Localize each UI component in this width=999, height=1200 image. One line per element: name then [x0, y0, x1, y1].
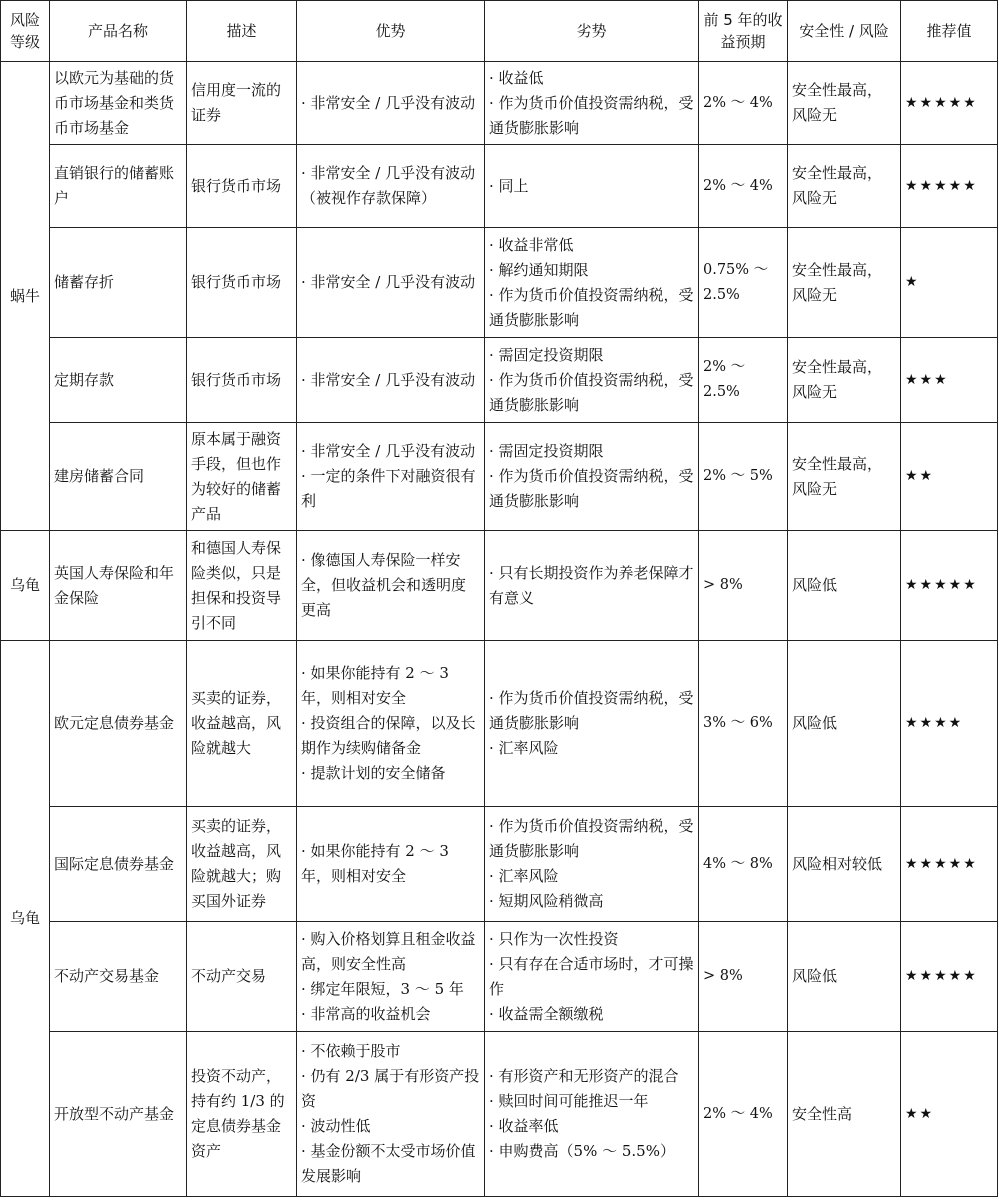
return-expectation: 3% ～ 6%	[699, 641, 788, 807]
product-description: 投资不动产，持有约 1/3 的定息债券基金资产	[187, 1032, 297, 1197]
return-expectation: 0.75% ～ 2.5%	[699, 228, 788, 338]
disadvantages-cell	[485, 62, 699, 145]
disadvantage-item: · 解约通知期限	[489, 260, 589, 279]
return-expectation: > 8%	[699, 531, 788, 641]
table-row	[1, 1032, 998, 1197]
advantages-cell	[297, 1032, 485, 1197]
recommendation-stars: ★	[901, 228, 998, 338]
risk-level-cell: 蜗牛	[1, 62, 50, 531]
product-name: 建房储蓄合同	[50, 423, 187, 531]
product-description: 原本属于融资手段，但也作为较好的储蓄产品	[187, 423, 297, 531]
header-safety-risk: 安全性 / 风险	[788, 1, 901, 62]
disadvantage-item: · 只作为一次性投资	[489, 929, 619, 948]
advantage-item: · 非常安全 / 几乎没有波动（被视作存款保障）	[301, 164, 476, 207]
advantage-item: · 绑定年限短，3 ～ 5 年	[301, 979, 464, 998]
disadvantages-cell	[485, 423, 699, 531]
disadvantage-item: · 汇率风险	[489, 739, 559, 757]
header-row	[1, 1, 998, 62]
disadvantages-cell	[485, 807, 699, 922]
disadvantage-item: · 只有长期投资作为养老保障才有意义	[489, 563, 694, 607]
risk-level-cell: 乌龟	[1, 641, 50, 1197]
disadvantages-cell	[485, 641, 699, 807]
advantage-item: · 如果你能持有 2 ～ 3 年，则相对安全	[301, 664, 449, 707]
disadvantages-cell	[485, 145, 699, 228]
recommendation-stars: ★★★★★	[901, 531, 998, 641]
return-expectation: 2% ～ 4%	[699, 1032, 788, 1197]
advantage-item: · 购入价格划算且租金收益高，则安全性高	[301, 929, 476, 973]
disadvantage-item: · 收益非常低	[489, 235, 574, 254]
disadvantages-cell	[485, 922, 699, 1032]
disadvantage-item: · 有形资产和无形资产的混合	[489, 1067, 679, 1085]
disadvantage-item: · 申购费高（5% ～ 5.5%）	[489, 1142, 675, 1160]
product-name: 储蓄存折	[50, 228, 187, 338]
table-row	[1, 145, 998, 228]
recommendation-stars: ★★★★★	[901, 807, 998, 922]
product-name: 英国人寿保险和年金保险	[50, 531, 187, 641]
advantages-cell	[297, 228, 485, 338]
disadvantages-cell	[485, 1032, 699, 1197]
product-name: 欧元定息债券基金	[50, 641, 187, 807]
advantage-item: · 非常安全 / 几乎没有波动	[301, 93, 476, 112]
product-description: 信用度一流的证券	[187, 62, 297, 145]
disadvantage-item: · 需固定投资期限	[489, 345, 604, 364]
advantages-cell	[297, 531, 485, 641]
advantages-cell	[297, 62, 485, 145]
table-row	[1, 531, 998, 641]
advantages-cell	[297, 423, 485, 531]
risk-level-cell: 乌龟	[1, 531, 50, 641]
header-description: 描述	[187, 1, 297, 62]
header-return-expectation: 前 5 年的收益预期	[699, 1, 788, 62]
disadvantage-item: · 作为货币价值投资需纳税，受通货膨胀影响	[489, 817, 694, 860]
advantage-item: · 波动性低	[301, 1117, 371, 1135]
advantage-item: · 基金份额不太受市场价值发展影响	[301, 1142, 476, 1185]
header-risk-level: 风险等级	[1, 1, 50, 62]
disadvantage-item: · 只有存在合适市场时，才可操作	[489, 954, 694, 998]
advantage-item: · 提款计划的安全储备	[301, 764, 446, 782]
disadvantages-cell	[485, 228, 699, 338]
header-advantages: 优势	[297, 1, 485, 62]
advantage-item: · 非常安全 / 几乎没有波动	[301, 442, 476, 460]
advantages-cell	[297, 145, 485, 228]
disadvantages-cell	[485, 531, 699, 641]
safety-rating: 风险低	[788, 922, 901, 1032]
disadvantage-item: · 同上	[489, 176, 529, 195]
advantage-item: · 非常高的收益机会	[301, 1004, 431, 1023]
safety-rating: 安全性高	[788, 1032, 901, 1197]
advantage-item: · 如果你能持有 2 ～ 3 年，则相对安全	[301, 842, 449, 885]
advantage-item: · 非常安全 / 几乎没有波动	[301, 370, 476, 389]
header-recommendation: 推荐值	[901, 1, 998, 62]
advantages-cell	[297, 338, 485, 423]
product-description: 银行货币市场	[187, 228, 297, 338]
product-name: 不动产交易基金	[50, 922, 187, 1032]
product-name: 国际定息债券基金	[50, 807, 187, 922]
safety-rating: 风险低	[788, 531, 901, 641]
return-expectation: 2% ～ 2.5%	[699, 338, 788, 423]
return-expectation: 2% ～ 4%	[699, 145, 788, 228]
product-description: 不动产交易	[187, 922, 297, 1032]
disadvantage-item: · 需固定投资期限	[489, 442, 604, 460]
safety-rating: 安全性最高，风险无	[788, 228, 901, 338]
disadvantage-item: · 作为货币价值投资需纳税，受通货膨胀影响	[489, 285, 694, 329]
recommendation-stars: ★★★★★	[901, 922, 998, 1032]
advantage-item: · 仍有 2/3 属于有形资产投资	[301, 1067, 480, 1110]
safety-rating: 风险低	[788, 641, 901, 807]
advantage-item: · 像德国人寿保险一样安全，但收益机会和透明度更高	[301, 551, 467, 619]
recommendation-stars: ★★★★★	[901, 62, 998, 145]
disadvantage-item: · 汇率风险	[489, 867, 559, 885]
advantages-cell	[297, 807, 485, 922]
table-row	[1, 62, 998, 145]
table-row	[1, 423, 998, 531]
product-name: 直销银行的储蓄账户	[50, 145, 187, 228]
table-row	[1, 338, 998, 423]
return-expectation: 2% ～ 5%	[699, 423, 788, 531]
table-row	[1, 807, 998, 922]
disadvantage-item: · 作为货币价值投资需纳税，受通货膨胀影响	[489, 467, 694, 510]
disadvantage-item: · 作为货币价值投资需纳税，受通货膨胀影响	[489, 370, 694, 414]
recommendation-stars: ★★	[901, 1032, 998, 1197]
product-description: 买卖的证券，收益越高，风险就越大；购买国外证券	[187, 807, 297, 922]
safety-rating: 安全性最高，风险无	[788, 62, 901, 145]
return-expectation: 4% ～ 8%	[699, 807, 788, 922]
advantage-item: · 投资组合的保障，以及长期作为续购储备金	[301, 714, 476, 757]
safety-rating: 安全性最高，风险无	[788, 338, 901, 423]
disadvantage-item: · 收益低	[489, 68, 544, 87]
table-row	[1, 641, 998, 807]
recommendation-stars: ★★★	[901, 338, 998, 423]
table-row	[1, 228, 998, 338]
advantage-item: · 一定的条件下对融资很有利	[301, 467, 476, 510]
disadvantage-item: · 作为货币价值投资需纳税，受通货膨胀影响	[489, 93, 694, 137]
recommendation-stars: ★★★★	[901, 641, 998, 807]
return-expectation: > 8%	[699, 922, 788, 1032]
disadvantage-item: · 短期风险稍微高	[489, 892, 604, 910]
recommendation-stars: ★★	[901, 423, 998, 531]
disadvantages-cell	[485, 338, 699, 423]
header-disadvantages: 劣势	[485, 1, 699, 62]
advantages-cell	[297, 922, 485, 1032]
disadvantage-item: · 赎回时间可能推迟一年	[489, 1092, 649, 1110]
table-row	[1, 922, 998, 1032]
advantages-cell	[297, 641, 485, 807]
product-name: 开放型不动产基金	[50, 1032, 187, 1197]
recommendation-stars: ★★★★★	[901, 145, 998, 228]
product-description: 买卖的证券，收益越高，风险就越大	[187, 641, 297, 807]
safety-rating: 安全性最高，风险无	[788, 423, 901, 531]
disadvantage-item: · 作为货币价值投资需纳税，受通货膨胀影响	[489, 689, 694, 732]
product-description: 和德国人寿保险类似，只是担保和投资导引不同	[187, 531, 297, 641]
return-expectation: 2% ～ 4%	[699, 62, 788, 145]
safety-rating: 安全性最高，风险无	[788, 145, 901, 228]
product-name: 以欧元为基础的货币市场基金和类货币市场基金	[50, 62, 187, 145]
product-description: 银行货币市场	[187, 338, 297, 423]
header-product-name: 产品名称	[50, 1, 187, 62]
product-name: 定期存款	[50, 338, 187, 423]
product-description: 银行货币市场	[187, 145, 297, 228]
safety-rating: 风险相对较低	[788, 807, 901, 922]
advantage-item: · 非常安全 / 几乎没有波动	[301, 273, 476, 291]
advantage-item: · 不依赖于股市	[301, 1042, 401, 1060]
disadvantage-item: · 收益需全额缴税	[489, 1004, 604, 1023]
disadvantage-item: · 收益率低	[489, 1117, 559, 1135]
